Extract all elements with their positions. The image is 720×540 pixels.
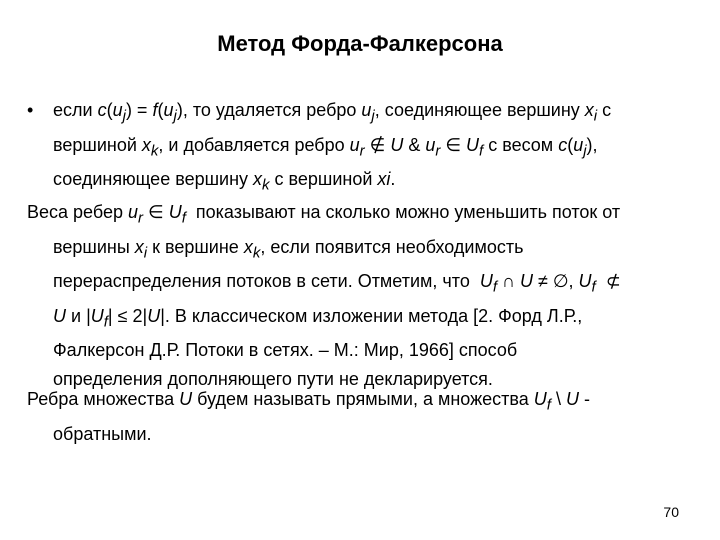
paragraph-direct-reverse [27,385,692,449]
text-line: вершины $x_i$ к вершине $x_k$, если появится необходимость [53,236,524,262]
page-number: 70 [663,504,679,520]
paragraph-weights [27,198,692,394]
text-line: обратными. [53,423,152,444]
text-line: вершиной $x_k$, и добавляется ребро $u_r$ ∉ U & $u_r$ ∈ $U_f$ с весом $c(u_j)$, [53,134,598,160]
text-line: Ребра множества U будем называть прямыми, а множества $U_f$ \ U - [27,389,590,414]
text-line: соединяющее вершину $x_k$ с вершиной xi. [53,169,396,194]
bullet-paragraph [27,96,692,200]
bullet-icon: • [27,100,34,120]
text-line: • если $c(u_j) = f(u_j)$, то удаляется ребро $u_j$, соединяющее вершину $x_i$ с [27,96,692,131]
slide-title: Метод Форда-Фалкерсона [217,31,503,56]
text-line: определения дополняющего пути не декларируется. [53,369,493,390]
text-line: Веса ребер $u_r$ ∈ $U_f$ показывают на сколько можно уменьшить поток от [27,202,621,227]
text-line: перераспределения потоков в сети. Отметим, что $U_f$ ∩ U ≠ ∅, $U_f$ ⊄ [53,271,621,296]
text-line: Фалкерсон Д.Р. Потоки в сетях. – М.: Мир, 1966] способ [53,340,518,361]
text-line: U и $|U_f| \le 2|U|$. В классическом изложении метода [2. Форд Л.Р., [53,305,583,331]
